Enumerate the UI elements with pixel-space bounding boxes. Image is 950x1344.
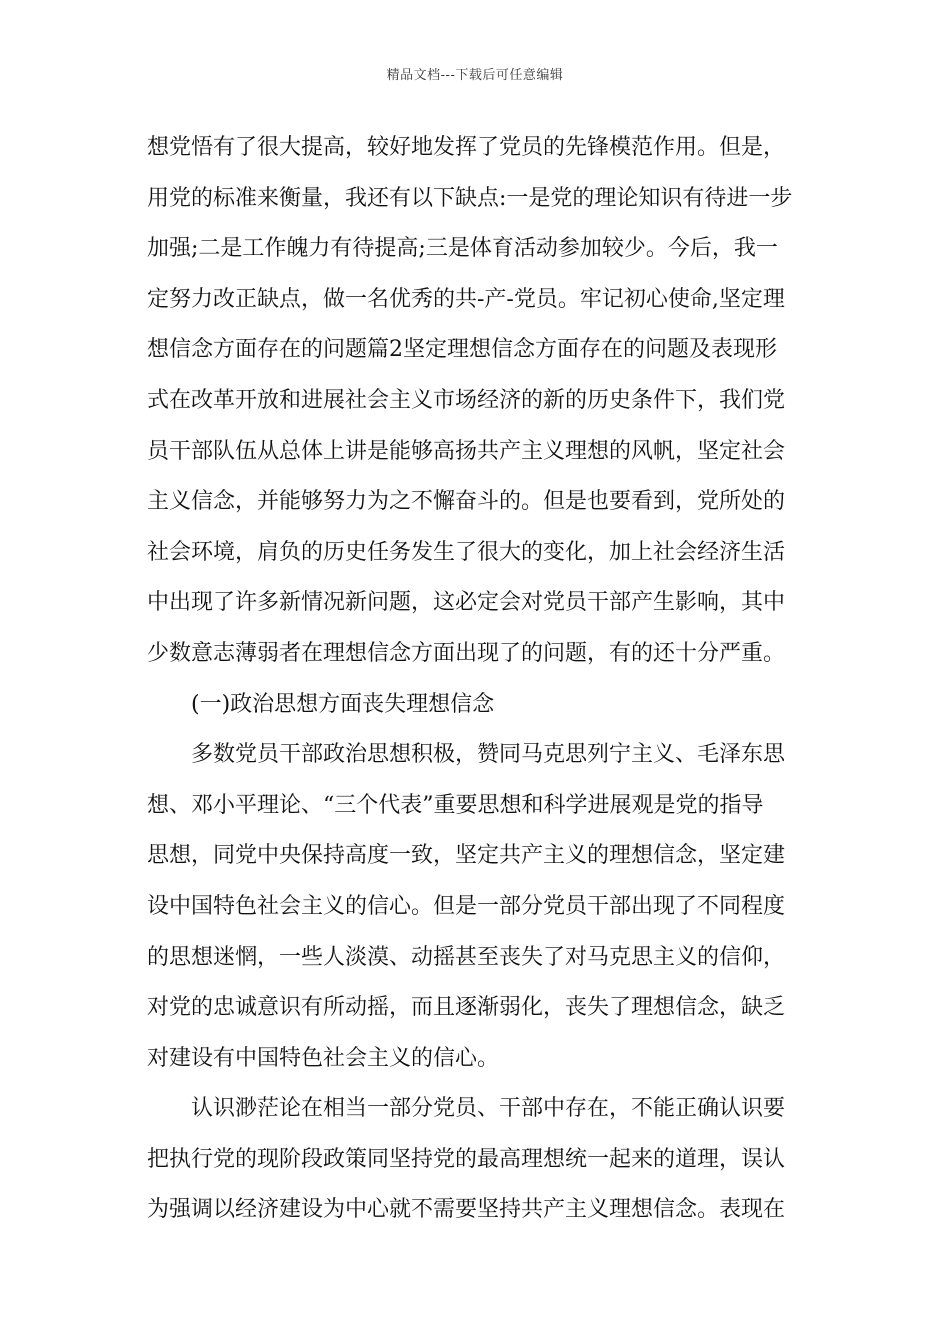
text-line: 的思想迷惘，一些人淡漠、动摇甚至丧失了对马克思主义的信仰， bbox=[147, 944, 786, 970]
text-line: 式在改革开放和进展社会主义市场经济的新的历史条件下，我们党 bbox=[147, 387, 786, 413]
text-line: 少数意志薄弱者在理想信念方面出现了的问题，有的还十分严重。 bbox=[147, 640, 786, 666]
text-line: 对建设有中国特色社会主义的信心。 bbox=[147, 1045, 500, 1071]
text-line: 主义信念，并能够努力为之不懈奋斗的。但是也要看到，党所处的 bbox=[147, 489, 786, 515]
text-line: 社会环境，肩负的历史任务发生了很大的变化，加上社会经济生活 bbox=[147, 539, 786, 565]
text-line: 为强调以经济建设为中心就不需要坚持共产主义理想信念。表现在 bbox=[147, 1197, 786, 1223]
text-line: 想党悟有了很大提高，较好地发挥了党员的先锋模范作用。但是， bbox=[147, 135, 786, 160]
text-line: 对党的忠诚意识有所动摇，而且逐渐弱化，丧失了理想信念，缺乏 bbox=[147, 995, 786, 1021]
text-line: 设中国特色社会主义的信心。但是一部分党员干部出现了不同程度 bbox=[147, 893, 786, 919]
text-line: 认识渺茫论在相当一部分党员、干部中存在，不能正确认识要 bbox=[147, 1096, 786, 1122]
text-line: 定努力改正缺点，做一名优秀的共-产-党员。牢记初心使命,坚定理 bbox=[147, 286, 785, 312]
document-body bbox=[147, 128, 807, 1241]
text-line: 多数党员干部政治思想积极，赞同马克思列宁主义、毛泽东思 bbox=[147, 742, 786, 768]
page-header: 精品文档---下载后可任意编辑 bbox=[386, 68, 564, 83]
text-line: 用党的标准来衡量，我还有以下缺点:一是党的理论知识有待进一步 bbox=[147, 185, 793, 211]
text-line: 想、邓小平理论、“三个代表”重要思想和科学进展观是党的指导 bbox=[147, 792, 764, 818]
text-line: 思想，同党中央保持高度一致，坚定共产主义的理想信念，坚定建 bbox=[147, 843, 786, 869]
text-line: 把执行党的现阶段政策同坚持党的最高理想统一起来的道理，误认 bbox=[147, 1146, 786, 1172]
section-heading: (一)政治思想方面丧失理想信念 bbox=[147, 691, 495, 717]
text-line: 加强;二是工作魄力有待提高;三是体育活动参加较少。今后，我一 bbox=[147, 236, 778, 262]
text-line: 中出现了许多新情况新问题，这必定会对党员干部产生影响，其中 bbox=[147, 590, 786, 616]
text-line: 想信念方面存在的问题篇2坚定理想信念方面存在的问题及表现形 bbox=[147, 337, 777, 363]
text-line: 员干部队伍从总体上讲是能够高扬共产主义理想的风帆，坚定社会 bbox=[147, 438, 786, 464]
